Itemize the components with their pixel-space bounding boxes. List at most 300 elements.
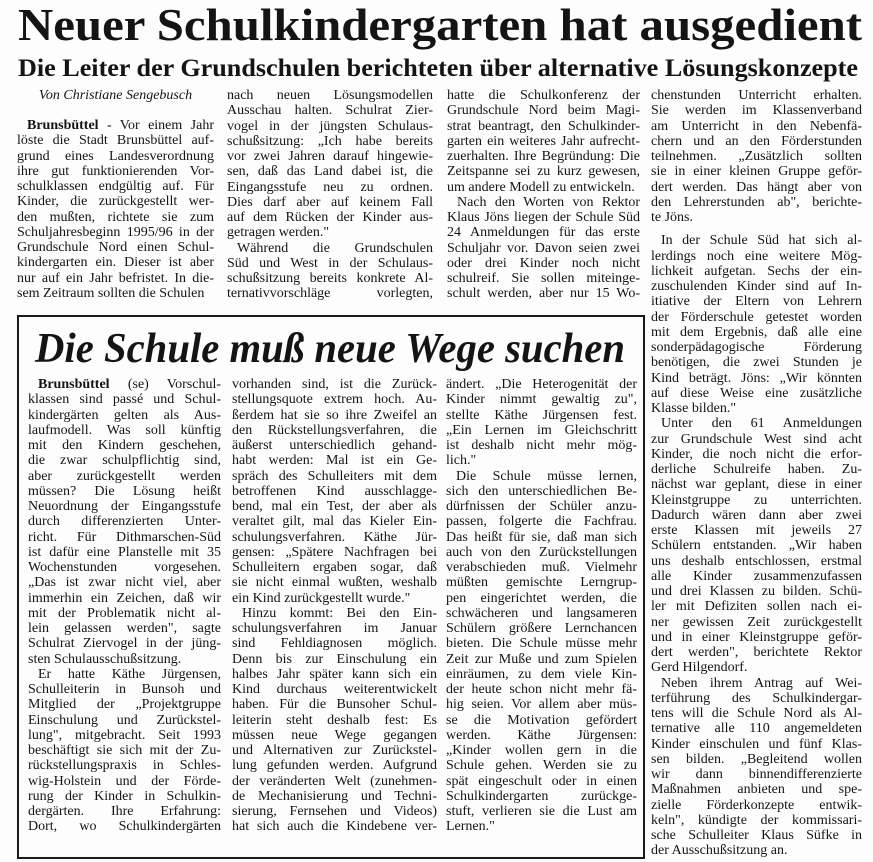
text-line-content [28, 758, 221, 773]
line-text: getragen werden." [227, 225, 330, 241]
line-text: halbes Jahr später kann sich ein [232, 666, 437, 682]
text-line [17, 225, 214, 240]
text-line-content [446, 377, 637, 392]
text-line [227, 164, 433, 179]
text-line [227, 88, 433, 103]
text-line-content [446, 484, 637, 499]
paragraph [651, 676, 862, 859]
text-line-content [232, 789, 437, 804]
text-line-content [28, 697, 221, 712]
text-line [446, 560, 637, 575]
text-line [28, 560, 221, 575]
text-line-content [446, 804, 637, 819]
text-line-content [446, 423, 637, 438]
text-line [651, 180, 862, 195]
line-text: nur auf ein Jahr befristet. In die- [17, 270, 214, 286]
text-line-content [446, 819, 495, 834]
text-line [28, 728, 221, 743]
text-line [446, 667, 637, 682]
text-line [651, 615, 862, 630]
line-text: Nach den Worten von Rektor [457, 194, 640, 210]
text-line [651, 554, 862, 569]
line-text: „Kinder wollen gern in die [446, 743, 637, 758]
text-line-content [28, 621, 221, 636]
line-text: zur Grundschule West sind acht [651, 431, 862, 447]
text-line-content [232, 453, 437, 468]
paragraph [447, 88, 640, 195]
text-line-content [28, 819, 221, 834]
line-text: Kind durchaus weiterentwickelt [232, 682, 437, 697]
text-line-content [232, 545, 437, 560]
line-text: Grundschule Nord einen Schul- [17, 240, 214, 255]
text-line [651, 660, 862, 675]
text-line-content [651, 340, 862, 355]
text-line-content [28, 438, 221, 453]
line-text: Sie werden im Klassenverband [651, 103, 862, 119]
line-text: Schuljahr vor. Davon seien zwei [447, 240, 640, 256]
text-line [651, 508, 862, 523]
text-line [447, 149, 640, 164]
text-line-content [651, 447, 862, 462]
line-text: lung gefunden werden. Aufgrund [232, 758, 437, 774]
text-line [232, 667, 437, 682]
text-line-content [651, 210, 693, 225]
text-line [651, 737, 862, 752]
text-line [17, 164, 214, 179]
line-text: sem Zeitraum sollten die Schulen [17, 285, 205, 301]
text-line [232, 560, 437, 575]
text-line [446, 514, 637, 529]
line-text: und in einer Kleinstgruppe geför- [651, 629, 862, 645]
text-line [227, 149, 433, 164]
boxed-article-column-1 [28, 377, 221, 835]
text-line-content [651, 180, 862, 195]
line-text: sie nicht einmal wußten, weshalb [232, 575, 437, 591]
text-line-content [446, 652, 637, 667]
line-text: „Ein Lernen im Gleichschritt [446, 422, 637, 438]
line-text: Unter den 61 Anmeldungen [661, 416, 862, 432]
line-text: sind Fehldiagnosen möglich. [232, 636, 437, 652]
line-text: müßten gemischte Lerngrup- [446, 575, 637, 591]
line-text: Neuordnung der Eingangsstufe [28, 499, 221, 514]
text-line-content [227, 103, 433, 118]
text-line [651, 119, 862, 134]
text-line-content [28, 423, 221, 438]
text-line-content [446, 453, 476, 468]
text-line-content [446, 713, 637, 728]
text-line [446, 743, 637, 758]
text-line-content [651, 569, 862, 584]
text-line-content [651, 813, 862, 828]
text-line [28, 575, 221, 590]
main-headline [18, 0, 862, 50]
line-text: vorhanden sind, ist die Zurück- [232, 377, 437, 392]
text-line-content [651, 432, 862, 447]
text-line [17, 240, 214, 255]
line-text: mit dem Ergebnis, daß alle eine [651, 324, 862, 340]
text-line-content [28, 530, 221, 545]
text-line [651, 195, 862, 210]
line-text: zielle Förderkonzepte entwik- [651, 797, 862, 813]
line-text: ist dafür eine Planstelle mit 35 [28, 544, 221, 560]
text-line [447, 88, 640, 103]
text-line [651, 721, 862, 736]
text-line-content [232, 484, 437, 499]
text-line-content [232, 682, 437, 697]
text-line-content [447, 241, 640, 256]
text-line [447, 271, 640, 286]
text-line [651, 599, 862, 614]
line-text: ternative alle 110 angemeldeten [651, 721, 862, 737]
text-line [232, 545, 437, 560]
text-line-content [651, 630, 862, 645]
text-line-content [28, 743, 221, 758]
paragraph [17, 118, 214, 301]
text-line [232, 438, 437, 453]
text-line [651, 828, 862, 843]
line-text: schult werden, aber nur 15 Wo- [447, 286, 640, 302]
text-line [232, 621, 437, 636]
text-line [28, 636, 221, 651]
text-line-content [651, 310, 862, 325]
text-line-content [651, 660, 747, 675]
text-line [446, 408, 637, 423]
text-line-content [27, 118, 214, 133]
text-line-content [446, 743, 637, 758]
text-line [651, 325, 862, 340]
line-text: Die Schule müsse lernen, [456, 468, 637, 484]
text-line [446, 682, 637, 697]
text-line-content [28, 636, 221, 651]
line-text: sten Schulausschußsitzung. [28, 651, 182, 667]
line-text: zuschulenden Kinder sind auf In- [651, 279, 862, 294]
dateline: Brunsbüttel [27, 118, 99, 133]
line-text: und Alternativen zur Zurückstel- [232, 743, 437, 758]
text-line [28, 713, 221, 728]
line-text: hatte die Schulkonferenz der [447, 88, 640, 103]
text-line [446, 484, 637, 499]
line-text: chenstunden Unterricht erhalten. [651, 88, 862, 103]
line-text: zuerhalten. Ihre Begründung: Die [447, 149, 640, 164]
text-line-content [232, 774, 437, 789]
text-line [651, 676, 862, 691]
text-line [232, 804, 437, 819]
text-line-content [232, 636, 437, 651]
text-line-content [447, 180, 635, 195]
text-line-content [446, 530, 637, 545]
text-line [651, 538, 862, 553]
line-text: sonderpädagogische Förderung [651, 340, 862, 355]
text-line-content [447, 286, 640, 301]
text-line [651, 310, 862, 325]
text-line-content [38, 377, 221, 392]
line-text: passen, folgerte die Fachfrau. [446, 514, 637, 530]
line-text: wig-Holstein und der Förde- [28, 773, 221, 789]
line-text: itiative der Eltern von Lehrern [651, 294, 862, 310]
text-line [227, 103, 433, 118]
line-text: In der Schule Süd hat sich al- [661, 233, 862, 249]
text-line-content [227, 195, 433, 210]
text-line [651, 843, 862, 858]
text-line [17, 179, 214, 194]
line-text: richt. Für Dithmarschen-Süd [28, 529, 221, 545]
line-text: tens will die Schule Nord als Al- [651, 706, 862, 721]
text-line [651, 782, 862, 797]
text-line-content [447, 164, 640, 179]
text-line-content [651, 88, 862, 103]
line-text: um andere Modell zu entwickeln. [447, 179, 635, 195]
line-text: vogel in der jüngsten Schulaus- [227, 118, 433, 134]
line-text: aber zurückgestellt werden [28, 468, 221, 484]
line-text: den Lehrerstunden ab", berichte- [651, 194, 862, 210]
text-line [446, 652, 637, 667]
text-line [447, 225, 640, 240]
text-line-content [446, 728, 637, 743]
text-line-content [17, 240, 214, 255]
line-text: nach neuen Lösungsmodellen [227, 88, 433, 103]
line-text: auf diese Weise eine zusätzliche [651, 385, 862, 401]
text-line [28, 514, 221, 529]
line-text: schwächeren und langsameren [446, 605, 637, 621]
text-line [651, 401, 862, 416]
line-text: se die Motivation gefördert [446, 712, 637, 728]
line-text: oder drei Kinder noch nicht [447, 255, 640, 271]
text-line-content [232, 819, 437, 834]
dateline: Brunsbüttel [38, 377, 110, 392]
text-line-content [446, 545, 637, 560]
line-text: gensen: „Spätere Nachfragen bei [232, 544, 437, 560]
text-line-content [651, 134, 862, 149]
text-line [651, 706, 862, 721]
line-text: dert werden. Das hängt aber von [651, 179, 862, 195]
text-line-content [227, 256, 433, 271]
text-line-content [447, 149, 640, 164]
text-line [446, 636, 637, 651]
line-text: uns deshalb entschlossen, erstmal [651, 553, 862, 569]
line-text: strat beantragt, den Schulkinder- [447, 118, 640, 134]
text-line [232, 484, 437, 499]
line-text: wir dann binnendifferenzierte [651, 767, 862, 782]
text-line-content [28, 682, 221, 697]
line-text: Er hatte Käthe Jürgensen, [38, 666, 221, 682]
text-line [651, 249, 862, 264]
line-text: ihre gut funktionierenden Vor- [17, 163, 214, 179]
text-line [447, 241, 640, 256]
text-line-content [28, 606, 221, 621]
text-line-content [28, 713, 221, 728]
text-line-content [651, 477, 862, 492]
boxed-article-column-2 [232, 377, 437, 835]
line-text: Schulleiterin in Bunsoh und [28, 682, 221, 697]
text-line [28, 392, 221, 407]
line-text: ternativvorschläge vorlegten, [227, 286, 433, 302]
line-text: müssen neue Wege gegangen [232, 727, 437, 743]
text-line [232, 758, 437, 773]
text-line-content [17, 133, 214, 148]
text-line [17, 286, 214, 301]
text-line [28, 377, 221, 392]
line-text: schulklassen endgültig auf. Für [17, 179, 214, 194]
text-line-content [446, 697, 637, 712]
line-text: te Jöns. [651, 210, 693, 225]
line-text: bieten. Die Schule müsse mehr [446, 636, 637, 652]
text-line-content [227, 180, 433, 195]
text-line [651, 462, 862, 477]
line-text: stuft, verlieren sie die Lust am [446, 804, 637, 819]
line-text: vor zwei Jahren darauf hingewie- [227, 149, 433, 164]
text-line [651, 164, 862, 179]
text-line-content [232, 438, 437, 453]
text-line [28, 652, 221, 667]
text-line [446, 804, 637, 819]
text-line [447, 210, 640, 225]
text-line [17, 210, 214, 225]
line-text: Gerd Hilgendorf. [651, 660, 748, 676]
text-line-content [227, 134, 433, 149]
text-line-content [232, 652, 437, 667]
line-text: schußsitzung bereits konkrete Al- [227, 271, 433, 286]
text-line [232, 408, 437, 423]
line-text: spät eingeschult oder in einen [446, 773, 637, 789]
text-line [227, 134, 433, 149]
text-line-content [651, 119, 862, 134]
text-line [232, 499, 437, 514]
text-line-content [28, 560, 221, 575]
text-line [446, 697, 637, 712]
line-text: Kinder einschulen und fünf Klas- [651, 736, 862, 752]
text-line [28, 408, 221, 423]
line-text: Klaus Jöns liegen der Schule Süd [447, 210, 640, 225]
text-line [28, 667, 221, 682]
line-text: sche Schulleiter Klaus Süfke in [651, 828, 862, 843]
line-text: und drei Klassen zu bilden. Schü- [651, 584, 862, 599]
text-line [28, 758, 221, 773]
line-text: müssen? Die Lösung heißt [28, 483, 221, 499]
line-text: auch von den Zurückstellungen [446, 544, 637, 560]
line-text: Dadurch wären dann aber zwei [651, 507, 862, 523]
line-text: schulungsverfahren im Januar [232, 621, 437, 636]
text-line [447, 180, 640, 195]
text-line-content [232, 377, 437, 392]
text-line-content [446, 682, 637, 697]
line-text: haben. Für die Bunsoher Schul- [232, 697, 437, 713]
text-line [232, 774, 437, 789]
line-text: hig seien. Vor allem aber müs- [446, 697, 637, 713]
text-line [447, 286, 640, 301]
line-text: der veränderten Welt (zunehmen- [232, 773, 437, 789]
text-line-content [232, 743, 437, 758]
line-text: Kleinstgruppe zu unterrichten. [651, 492, 862, 508]
text-line-content [227, 88, 433, 103]
line-text: sen, daß das Land dabei ist, die [227, 164, 433, 180]
text-line [446, 438, 637, 453]
text-line-content [237, 241, 433, 256]
line-text: Schule gehen. Werden sie zu [446, 758, 637, 774]
text-line [28, 423, 221, 438]
subheadline [18, 54, 858, 84]
text-line [232, 789, 437, 804]
line-text: einräumen, zu dem viele Kin- [446, 666, 637, 682]
main-headline-text: Neuer Schulkindergarten hat ausgedient [18, 0, 862, 50]
text-line [651, 416, 862, 431]
text-line [232, 713, 437, 728]
text-line-content [17, 225, 214, 240]
text-line [446, 423, 637, 438]
text-line [446, 819, 637, 834]
line-text: lich." [446, 453, 477, 469]
line-text: erste Klassen mit jeweils 27 [651, 523, 862, 538]
boxed-article-column-3 [446, 377, 637, 835]
line-text: „Das ist zwar nicht viel, aber [28, 575, 221, 591]
line-text: laufmodell. Was soll künftig [28, 422, 221, 438]
text-line-content [651, 264, 862, 279]
text-line [17, 255, 214, 270]
line-text: ßerdem hat sie so ihre Zweifel an [232, 407, 437, 423]
line-text: Kind beträgt. Jöns: „Wir könnten [651, 370, 862, 386]
text-line-content [661, 676, 862, 691]
text-line-content [446, 408, 637, 423]
line-text: stellungsquote extrem hoch. Au- [232, 392, 437, 408]
text-line-content [227, 210, 433, 225]
text-line-content [17, 194, 214, 209]
line-text: Süd und West in der Schulaus- [227, 255, 433, 271]
text-line-content [227, 149, 433, 164]
line-text: Schülern größere Lernchancen [446, 621, 637, 636]
line-text: äußerst unterschiedlich gehand- [232, 438, 437, 453]
text-line [651, 103, 862, 118]
text-line-content [28, 804, 221, 819]
line-text: kindergarten ein. Dieser ist aber [17, 255, 214, 271]
line-text: durch differenzierten Unter- [28, 514, 221, 530]
line-text: Das heißt für sie, daß man sich [446, 529, 637, 545]
text-line [651, 264, 862, 279]
text-line-content [651, 599, 862, 614]
text-line [232, 514, 437, 529]
line-text: klassen sind passé und Schul- [28, 392, 221, 408]
text-line [651, 210, 862, 225]
line-text: hat sich auch die Kindebene ver- [232, 819, 437, 835]
text-line [446, 728, 637, 743]
line-text: den mußten, richtete sie zum [17, 209, 214, 225]
text-line [651, 447, 862, 462]
text-line [232, 636, 437, 651]
text-line-content [446, 606, 637, 621]
text-line-content [232, 575, 437, 590]
text-line [227, 210, 433, 225]
text-line [17, 194, 214, 209]
text-line-content [446, 621, 637, 636]
line-text: mit der Problematik nicht al- [28, 605, 221, 621]
text-line [446, 377, 637, 392]
text-line-content [28, 499, 221, 514]
subheadline-text: Die Leiter der Grundschulen berichteten über alternative Lösungskonzepte [18, 55, 858, 82]
text-line [446, 499, 637, 514]
text-line-content [227, 225, 329, 240]
text-line-content [651, 294, 862, 309]
text-line [651, 279, 862, 294]
line-text: veraltet gilt, mal das Kieler Ein- [232, 514, 437, 530]
line-text: dergärten. Ihre Erfahrung: [28, 804, 221, 819]
line-text: spräch des Schulleiters mit dem [232, 468, 437, 484]
line-text: die zwar schulpflichtig sind, [28, 453, 221, 469]
text-line [651, 523, 862, 538]
text-line-content [446, 499, 637, 514]
text-line-content [28, 408, 221, 423]
text-line-content [232, 758, 437, 773]
text-line [28, 499, 221, 514]
line-text: Schulrat Ziervogel in der jüng- [28, 636, 221, 652]
line-text: keln", kündigte der kommissari- [651, 812, 862, 828]
